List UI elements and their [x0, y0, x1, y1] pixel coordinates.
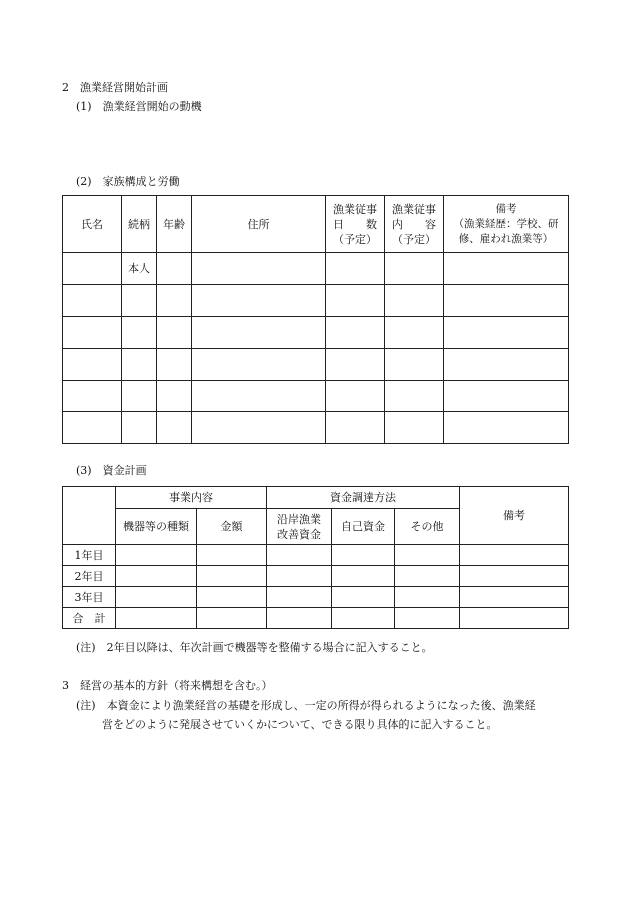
family-cell[interactable] [444, 381, 569, 412]
family-table [62, 195, 569, 444]
header-remarks-line2: （漁業経歴：学校、研 [453, 217, 559, 230]
family-cell[interactable] [326, 412, 385, 444]
family-cell[interactable] [192, 381, 326, 412]
family-header-row [63, 196, 569, 253]
fund-corner-cell [63, 487, 116, 545]
family-cell[interactable] [326, 381, 385, 412]
family-row [63, 285, 569, 317]
header-name: 氏名 [63, 196, 122, 253]
family-cell[interactable] [63, 253, 122, 285]
header-coastal-fund-line2: 改善資金 [277, 527, 321, 541]
header-amount: 金額 [197, 509, 267, 545]
fund-cell[interactable] [116, 566, 197, 587]
fund-cell[interactable] [460, 608, 569, 629]
family-cell[interactable] [122, 317, 157, 349]
header-coastal-fund-line1: 沿岸漁業 [277, 512, 321, 526]
section-3-note-line2: 営をどのように発展させていくかについて、できる限り具体的に記入すること。 [102, 718, 498, 731]
header-remarks [444, 196, 569, 253]
fund-cell[interactable] [460, 566, 569, 587]
fund-cell[interactable] [116, 587, 197, 608]
header-business-content: 事業内容 [116, 487, 267, 509]
family-cell[interactable] [192, 349, 326, 381]
header-other-fund: その他 [395, 509, 460, 545]
family-cell[interactable] [385, 349, 444, 381]
family-cell[interactable] [385, 253, 444, 285]
family-cell[interactable] [157, 317, 192, 349]
section-3-heading: 3 経営の基本的方針（将来構想を含む。） [62, 679, 273, 692]
fund-cell[interactable] [395, 587, 460, 608]
fund-cell[interactable] [267, 587, 332, 608]
fund-cell[interactable] [197, 545, 267, 566]
header-work-days [326, 196, 385, 253]
family-cell[interactable] [444, 253, 569, 285]
header-equipment-type: 機器等の種類 [116, 509, 197, 545]
subsection-1-heading: (1) 漁業経営開始の動機 [76, 100, 202, 113]
fund-cell[interactable] [267, 566, 332, 587]
fund-table [62, 486, 569, 629]
family-cell[interactable] [63, 317, 122, 349]
header-fund-remarks: 備考 [460, 487, 569, 545]
fund-cell[interactable] [197, 608, 267, 629]
family-cell[interactable] [326, 349, 385, 381]
fund-cell[interactable] [197, 566, 267, 587]
subsection-2-heading: (2) 家族構成と労働 [76, 175, 180, 188]
fund-cell[interactable] [267, 608, 332, 629]
fund-cell[interactable] [197, 587, 267, 608]
fund-cell[interactable] [460, 587, 569, 608]
family-cell[interactable] [385, 412, 444, 444]
section-2-heading: 2 漁業経営開始計画 [62, 81, 168, 94]
header-remarks-line1: 備考 [495, 202, 517, 215]
fund-cell[interactable] [116, 608, 197, 629]
family-row [63, 349, 569, 381]
fund-cell[interactable] [332, 545, 395, 566]
fund-row [63, 566, 569, 587]
fund-row-label: 1年目 [63, 545, 116, 566]
family-cell[interactable] [385, 285, 444, 317]
subsection-3-heading: (3) 資金計画 [76, 464, 147, 477]
family-cell[interactable] [444, 412, 569, 444]
family-row [63, 317, 569, 349]
family-cell[interactable] [157, 285, 192, 317]
fund-cell[interactable] [395, 545, 460, 566]
family-cell[interactable] [326, 317, 385, 349]
family-cell[interactable] [192, 285, 326, 317]
family-cell[interactable] [444, 349, 569, 381]
family-cell[interactable] [326, 253, 385, 285]
header-work-content [385, 196, 444, 253]
family-row [63, 253, 569, 285]
family-cell[interactable] [63, 285, 122, 317]
fund-cell[interactable] [332, 608, 395, 629]
family-cell[interactable] [444, 317, 569, 349]
fund-cell[interactable] [395, 566, 460, 587]
fund-row-total [63, 608, 569, 629]
fund-cell[interactable] [460, 545, 569, 566]
family-cell[interactable] [63, 381, 122, 412]
family-cell[interactable] [122, 412, 157, 444]
family-cell[interactable] [444, 285, 569, 317]
header-relation: 続柄 [122, 196, 157, 253]
fund-cell[interactable] [332, 566, 395, 587]
header-work-days-line1: 漁業従事 [333, 202, 377, 216]
fund-header-row-1 [63, 487, 569, 509]
header-fund-method: 資金調達方法 [267, 487, 460, 509]
family-cell[interactable] [192, 253, 326, 285]
header-work-content-line3: （予定） [392, 232, 436, 246]
section-3-note-line1: (注) 本資金により漁業経営の基礎を形成し、一定の所得が得られるようになった後、漁業経 [76, 699, 536, 712]
fund-cell[interactable] [395, 608, 460, 629]
family-cell[interactable] [157, 349, 192, 381]
fund-cell[interactable] [332, 587, 395, 608]
header-work-days-line2: 日 数 [333, 217, 377, 231]
header-work-content-line2: 内 容 [392, 217, 436, 231]
fund-cell[interactable] [116, 545, 197, 566]
family-cell[interactable] [157, 412, 192, 444]
family-cell[interactable] [122, 285, 157, 317]
header-work-days-line3: （予定） [333, 232, 377, 246]
fund-row [63, 545, 569, 566]
fund-note: (注) 2年目以降は、年次計画で機器等を整備する場合に記入すること。 [76, 641, 433, 654]
header-own-fund: 自己資金 [332, 509, 395, 545]
family-cell[interactable] [157, 253, 192, 285]
fund-row [63, 587, 569, 608]
family-row [63, 381, 569, 412]
family-cell[interactable] [122, 381, 157, 412]
header-age: 年齢 [157, 196, 192, 253]
fund-row-label: 3年目 [63, 587, 116, 608]
fund-row-label: 2年目 [63, 566, 116, 587]
family-cell[interactable] [192, 412, 326, 444]
family-cell[interactable] [122, 349, 157, 381]
header-address: 住所 [192, 196, 326, 253]
fund-row-label-total: 合 計 [63, 608, 116, 629]
header-coastal-fund [267, 509, 332, 545]
family-cell[interactable] [385, 317, 444, 349]
family-cell[interactable] [63, 349, 122, 381]
family-row [63, 412, 569, 444]
family-cell[interactable] [385, 381, 444, 412]
family-cell[interactable] [157, 381, 192, 412]
family-cell[interactable] [326, 285, 385, 317]
family-relation-self: 本人 [122, 253, 157, 285]
header-remarks-line3: 修、雇われ漁業等） [458, 232, 554, 245]
header-work-content-line1: 漁業従事 [392, 202, 436, 216]
family-cell[interactable] [192, 317, 326, 349]
fund-cell[interactable] [267, 545, 332, 566]
family-cell[interactable] [63, 412, 122, 444]
